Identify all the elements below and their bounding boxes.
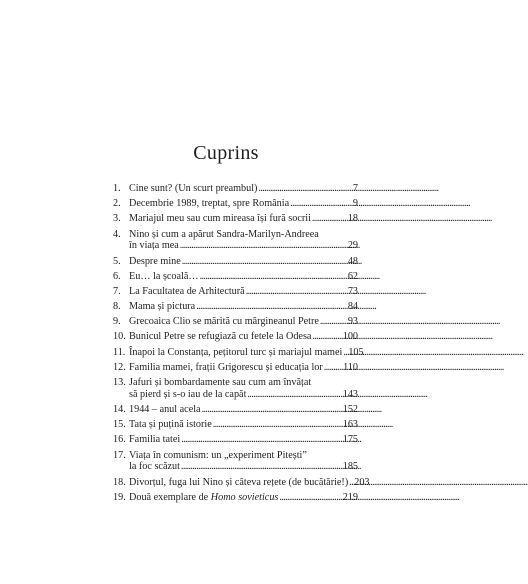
toc-entry-page: 29 (347, 240, 358, 252)
toc-entry-page: 175 (342, 434, 358, 446)
toc-entry-body (129, 271, 358, 283)
toc-entry-body (129, 316, 358, 328)
toc-entry-page: 18 (347, 213, 358, 225)
toc-entry-number: 8. (113, 301, 121, 313)
toc-entry (113, 492, 358, 504)
toc-entry-page: 152 (342, 404, 358, 416)
toc-entry-title-italic: Homo sovieticus (210, 491, 279, 503)
toc-entry (113, 404, 358, 416)
toc-entry-page: 84 (347, 301, 358, 313)
toc-entry (113, 271, 358, 283)
toc-entry-body (129, 183, 358, 195)
toc-entry-title: 1944 – anul acela (129, 404, 201, 416)
toc-entry-body (129, 229, 358, 253)
toc-entry-title: la foc scăzut (129, 461, 180, 473)
toc-entry-title: Familia tatei (129, 434, 181, 446)
toc-entry-body (129, 476, 370, 489)
toc-entry-title: Bunicul Petre se refugiază cu fetele la Odesa (129, 331, 312, 343)
toc-dot-leader (324, 362, 342, 374)
toc-dot-leader (200, 271, 347, 283)
toc-entry-title: Decembrie 1989, treptat, spre România (129, 198, 290, 210)
toc-entry-number: 7. (113, 285, 121, 297)
toc-entry (113, 450, 358, 474)
toc-entry-title-part: Două exemplare de (129, 491, 211, 503)
toc-entry (113, 316, 358, 328)
toc-entry (113, 198, 358, 210)
toc-dot-leader (247, 389, 341, 401)
toc-entry-body (129, 198, 358, 210)
toc-entry-page: 185 (342, 461, 358, 473)
toc-entry-page: 105 (348, 346, 364, 358)
toc-dot-leader (202, 404, 342, 416)
toc-entry-page: 7 (352, 183, 358, 194)
toc-entry-body (129, 213, 358, 225)
toc-entry-number: 17. (113, 449, 126, 461)
toc-entry-page: 163 (342, 419, 358, 431)
toc-entry-body (129, 492, 358, 504)
toc-entry (113, 229, 358, 253)
toc-entry-number: 16. (113, 434, 126, 446)
toc-entry-body (129, 377, 358, 401)
toc-entry-body (129, 256, 358, 268)
toc-dot-leader (320, 316, 347, 328)
toc-dot-leader (196, 301, 347, 313)
toc-entry-body (129, 286, 358, 298)
toc-entry-title-line: Jafuri și bombardamente sau cum am învățat (129, 377, 312, 389)
toc-entry-body (129, 346, 364, 359)
toc-entry-page: 219 (342, 491, 358, 503)
toc-entry (113, 377, 358, 401)
toc-entry-number: 12. (113, 361, 126, 373)
toc-entry-number: 10. (113, 331, 126, 343)
toc-entry-title-line: Nino și cum a apărut Sandra-Marilyn-Andreea (129, 228, 319, 240)
toc-entry-title (129, 492, 278, 504)
toc-entry-title: în viața mea (129, 240, 179, 252)
toc-entry-title: Despre mine (129, 255, 181, 267)
toc-entry (113, 213, 358, 225)
toc-entry-body (129, 362, 358, 374)
toc-dot-leader (182, 256, 347, 268)
toc-entry-page: 93 (347, 316, 358, 328)
toc-dot-leader (181, 461, 342, 473)
toc-entry-title: Divorțul, fuga lui Nino și câteva rețete (de bucătărie!) (129, 476, 349, 488)
toc-entry (113, 256, 358, 268)
toc-entry-page: 110 (343, 361, 358, 373)
toc-dot-leader (180, 240, 347, 252)
toc-entry-page: 203 (354, 476, 370, 488)
toc-entry-number: 11. (113, 346, 126, 358)
toc-entry-number: 2. (113, 198, 121, 210)
toc-entry-number: 1. (113, 183, 121, 194)
toc-entry-title: Înapoi la Constanța, pețitorul turc și mariajul mamei (129, 346, 343, 358)
toc-dot-leader (258, 183, 351, 195)
toc-entry (113, 301, 358, 313)
toc-dot-leader (349, 477, 353, 489)
toc-entry-title: Mariajul meu sau cum mireasa își fură socrii (129, 213, 311, 225)
toc-entry-body (129, 450, 358, 474)
toc-entry (113, 434, 358, 446)
toc-entry-page: 48 (347, 255, 358, 267)
page-title: Cuprins (193, 142, 259, 164)
toc-entry-number: 6. (113, 270, 121, 282)
toc-entry-page: 143 (342, 388, 358, 400)
toc-entry (113, 419, 358, 431)
toc-entry-number: 3. (113, 213, 121, 225)
toc-entry-page: 62 (347, 270, 358, 282)
toc-entry-number: 14. (113, 404, 126, 416)
toc-entry-title-line: Viața în comunism: un „experiment Pitești” (129, 449, 307, 461)
toc-entry-number: 19. (113, 491, 126, 503)
toc-entry (113, 476, 370, 489)
toc-entry-page: 9 (352, 198, 358, 210)
toc-dot-leader (181, 434, 342, 446)
toc-dot-leader (213, 419, 342, 431)
toc-entry-body (129, 434, 358, 446)
toc-entry (113, 331, 358, 343)
toc-entry (113, 346, 364, 359)
toc-entry-title: Mama și pictura (129, 301, 196, 313)
toc-entry-number: 18. (113, 476, 126, 488)
toc-entry-page: 73 (347, 285, 358, 297)
toc-entry-title: să pierd și s-o iau de la capăt (129, 388, 247, 400)
toc-entry (113, 362, 358, 374)
toc-entry-body (129, 301, 358, 313)
toc-entry-body (129, 404, 358, 416)
toc-dot-leader (246, 286, 347, 298)
toc-entry-title: Grecoaica Clio se mărită cu mărgineanul Petre (129, 316, 319, 328)
toc-entry-body (129, 419, 358, 431)
toc-entry-number: 4. (113, 228, 121, 240)
toc-dot-leader (279, 492, 341, 504)
toc-entry-number: 13. (113, 377, 126, 389)
toc-entry-title: La Facultatea de Arhitectură (129, 285, 245, 297)
toc-entry (113, 183, 358, 195)
toc-entry-title: Cine sunt? (Un scurt preambul) (129, 183, 258, 194)
toc-entry (113, 286, 358, 298)
toc-dot-leader (343, 347, 347, 359)
toc-entry-title: Familia mamei, frații Grigorescu și educația lor (129, 361, 323, 373)
toc-dot-leader (312, 331, 341, 343)
toc-dot-leader (290, 198, 352, 210)
toc-entry-page: 100 (342, 331, 358, 343)
table-of-contents (113, 183, 370, 507)
toc-entry-number: 15. (113, 419, 126, 431)
toc-entry-title: Eu… la școală… (129, 270, 199, 282)
toc-entry-title: Tata și puțină istorie (129, 419, 212, 431)
toc-dot-leader (312, 213, 347, 225)
toc-entry-body (129, 331, 358, 343)
toc-entry-number: 9. (113, 316, 121, 328)
toc-entry-number: 5. (113, 255, 121, 267)
